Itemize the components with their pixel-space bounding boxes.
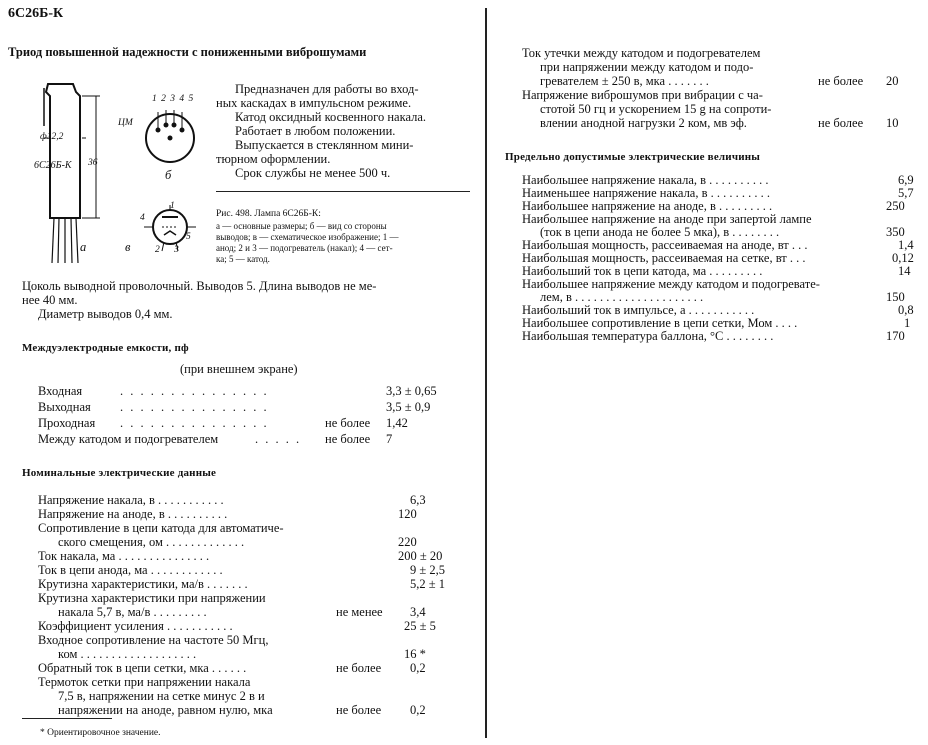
capacitance-value: 3,3 ± 0,65 <box>386 384 437 398</box>
divider <box>216 191 470 192</box>
nominal-text: Термоток сетки при напряжении накала <box>38 675 251 689</box>
limit-value: 1,4 <box>898 238 914 252</box>
nominal-text: напряжении на аноде, равном нулю, мка <box>58 703 273 717</box>
sch-pin-4: 4 <box>140 213 145 223</box>
figure-a-label: а <box>80 240 87 254</box>
bottom-view-figure <box>140 108 200 168</box>
right-qualifier: не более <box>818 74 864 88</box>
base-text: Цоколь выводной проволочный. Выводов 5. Длина выводов не ме- <box>22 279 377 293</box>
nominal-text: Входное сопротивление на частоте 50 Мгц, <box>38 633 269 647</box>
base-text: Диаметр выводов 0,4 мм. <box>38 307 173 321</box>
limit-value: 250 <box>886 199 905 213</box>
right-text: влении анодной нагрузки 2 ком, мв эф. <box>540 116 747 130</box>
nominal-value: 6,3 <box>410 493 426 507</box>
intro-line: Предназначен для работы во вход- <box>235 82 419 96</box>
nominal-value: 25 ± 5 <box>404 619 436 633</box>
capacitance-value: 1,42 <box>386 416 408 430</box>
nominal-text: Ток накала, ма . . . . . . . . . . . . . . . <box>38 549 210 563</box>
right-value: 20 <box>886 74 899 88</box>
nominal-text: Обратный ток в цепи сетки, мка . . . . . . <box>38 661 247 675</box>
capacitance-subheading: (при внешнем экране) <box>180 362 298 376</box>
nominal-value: 0,2 <box>410 703 426 717</box>
limit-text: Наибольшая мощность, рассеиваемая на сетке, вт . . . <box>522 251 806 265</box>
footnote: * Ориентировочное значение. <box>40 728 161 738</box>
intro-line: Выпускается в стеклянном мини- <box>235 138 414 152</box>
nominal-value: 220 <box>398 535 417 549</box>
limit-text: Наименьшее напряжение накала, в . . . . . . . . . . <box>522 186 771 200</box>
limit-value: 0,12 <box>892 251 914 265</box>
limit-text: Наибольшее сопротивление в цепи сетки, Мом . . . . <box>522 316 798 330</box>
capacitance-dots: . . . . . . . . . . . . . . . <box>120 384 269 398</box>
intro-line: Срок службы не менее 500 ч. <box>235 166 391 180</box>
nominal-text: 7,5 в, напряжении на сетке минус 2 в и <box>58 689 265 703</box>
figure-caption: а — основные размеры; б — вид со стороны <box>216 221 387 231</box>
capacitance-qualifier: не более <box>325 432 371 446</box>
limit-value: 150 <box>886 290 905 304</box>
limits-heading: Предельно допустимые электрические величины <box>505 151 761 163</box>
nominal-text: Напряжение накала, в . . . . . . . . . . . <box>38 493 224 507</box>
pin-numbers: 1 2 3 4 5 <box>152 94 195 104</box>
right-text: гревателем ± 250 в, мка . . . . . . . <box>540 74 709 88</box>
intro-line: ных каскадах в импульсном режиме. <box>216 96 412 110</box>
right-value: 10 <box>886 116 899 130</box>
nominal-text: Ток в цепи анода, ма . . . . . . . . . . . . <box>38 563 223 577</box>
limit-value: 0,8 <box>898 303 914 317</box>
nominal-text: Крутизна характеристики при напряжении <box>38 591 266 605</box>
nominal-value: 16 * <box>404 647 426 661</box>
right-text: при напряжении между катодом и подо- <box>540 60 754 74</box>
figure-caption: ка; 5 — катод. <box>216 254 270 264</box>
capacitance-qualifier: не более <box>325 416 371 430</box>
limit-text: Наибольший ток в цепи катода, ма . . . . . . . . . <box>522 264 763 278</box>
capacitance-dots: . . . . . <box>255 432 302 446</box>
length-label: 36 <box>88 158 98 168</box>
figure-v-label: в <box>125 240 131 254</box>
base-text: нее 40 мм. <box>22 293 78 307</box>
schematic-figure <box>140 205 200 255</box>
capacitance-dots: . . . . . . . . . . . . . . . <box>120 400 269 414</box>
lamp-marking: 6С26Б-К <box>34 160 72 171</box>
right-qualifier: не более <box>818 116 864 130</box>
figure-caption: выводов; в — схематическое изображение; 1 — <box>216 232 399 242</box>
nominal-text: накала 5,7 в, ма/в . . . . . . . . . <box>58 605 207 619</box>
limit-text: Наибольшая температура баллона, °C . . . . . . . . <box>522 329 774 343</box>
sch-pin-3: 3 <box>174 245 179 255</box>
intro-line: тюрном оформлении. <box>216 152 331 166</box>
limit-text: Наибольшее напряжение на аноде, в . . . . . . . . . <box>522 199 773 213</box>
intro-line: Катод оксидный косвенного накала. <box>235 110 427 124</box>
capacitance-label: Между катодом и подогревателем <box>38 432 219 446</box>
nominal-value: 5,2 ± 1 <box>410 577 445 591</box>
nominal-value: 200 ± 20 <box>398 549 443 563</box>
nominal-text: ского смещения, ом . . . . . . . . . . . . . <box>58 535 245 549</box>
figure-caption: анод; 2 и 3 — подогреватель (накал); 4 — сет- <box>216 243 393 253</box>
sch-pin-5: 5 <box>186 232 191 242</box>
page-title: Триод повышенной надежности с пониженными виброшумами <box>8 45 367 59</box>
limit-value: 170 <box>886 329 905 343</box>
capacitance-heading: Междуэлектродные емкости, пф <box>22 342 189 354</box>
intro-line: Работает в любом положении. <box>235 124 396 138</box>
limit-text: Наибольшее напряжение на аноде при запертой лампе <box>522 212 812 226</box>
figure-caption: Рис. 498. Лампа 6С26Б-К: <box>216 209 321 219</box>
right-text: Напряжение виброшумов при вибрации с ча- <box>522 88 763 102</box>
capacitance-value: 7 <box>386 432 393 446</box>
capacitance-label: Выходная <box>38 400 91 414</box>
sch-pin-2: 2 <box>155 245 160 255</box>
nominal-value: 9 ± 2,5 <box>410 563 445 577</box>
column-divider <box>485 8 487 738</box>
limit-text: Наибольшая мощность, рассеиваемая на аноде, вт . . . <box>522 238 808 252</box>
footnote-rule <box>22 718 112 719</box>
limit-text: Наибольшее напряжение накала, в . . . . . . . . . . <box>522 173 769 187</box>
limit-text: Наибольший ток в импульсе, а . . . . . . . . . . . <box>522 303 755 317</box>
capacitance-label: Входная <box>38 384 83 398</box>
nominal-text: Напряжение на аноде, в . . . . . . . . . . <box>38 507 228 521</box>
capacitance-dots: . . . . . . . . . . . . . . . <box>120 416 269 430</box>
sch-pin-1: 1 <box>170 201 175 211</box>
limit-value: 14 <box>898 264 911 278</box>
capacitance-label: Проходная <box>38 416 96 430</box>
nominal-value: 0,2 <box>410 661 426 675</box>
key-mark: ЦМ <box>118 118 133 128</box>
nominal-qualifier: не менее <box>336 605 383 619</box>
nominal-text: Крутизна характеристики, ма/в . . . . . . . <box>38 577 248 591</box>
nominal-qualifier: не более <box>336 703 382 717</box>
limit-text: лем, в . . . . . . . . . . . . . . . . . . . . . <box>540 290 704 304</box>
nominal-value: 3,4 <box>410 605 426 619</box>
capacitance-value: 3,5 ± 0,9 <box>386 400 431 414</box>
nominal-text: Сопротивление в цепи катода для автоматиче- <box>38 521 284 535</box>
right-text: стотой 50 гц и ускорением 15 g на сопроти- <box>540 102 772 116</box>
nominal-heading: Номинальные электрические данные <box>22 467 217 479</box>
limit-text: (ток в цепи анода не более 5 мка), в . . . . . . . . <box>540 225 780 239</box>
nominal-text: Коэффициент усиления . . . . . . . . . . . <box>38 619 233 633</box>
limit-value: 6,9 <box>898 173 914 187</box>
diameter-label: ф12,2 <box>40 132 64 142</box>
tube-dimensions-figure <box>18 78 131 268</box>
figure-b-label: б <box>165 168 172 182</box>
nominal-value: 120 <box>398 507 417 521</box>
limit-text: Наибольшее напряжение между катодом и подогревате- <box>522 277 820 291</box>
nominal-text: ком . . . . . . . . . . . . . . . . . . . <box>58 647 197 661</box>
tube-code: 6С26Б-К <box>8 6 64 21</box>
limit-value: 1 <box>904 316 911 330</box>
limit-value: 5,7 <box>898 186 914 200</box>
nominal-qualifier: не более <box>336 661 382 675</box>
limit-value: 350 <box>886 225 905 239</box>
right-text: Ток утечки между катодом и подогревателем <box>522 46 761 60</box>
